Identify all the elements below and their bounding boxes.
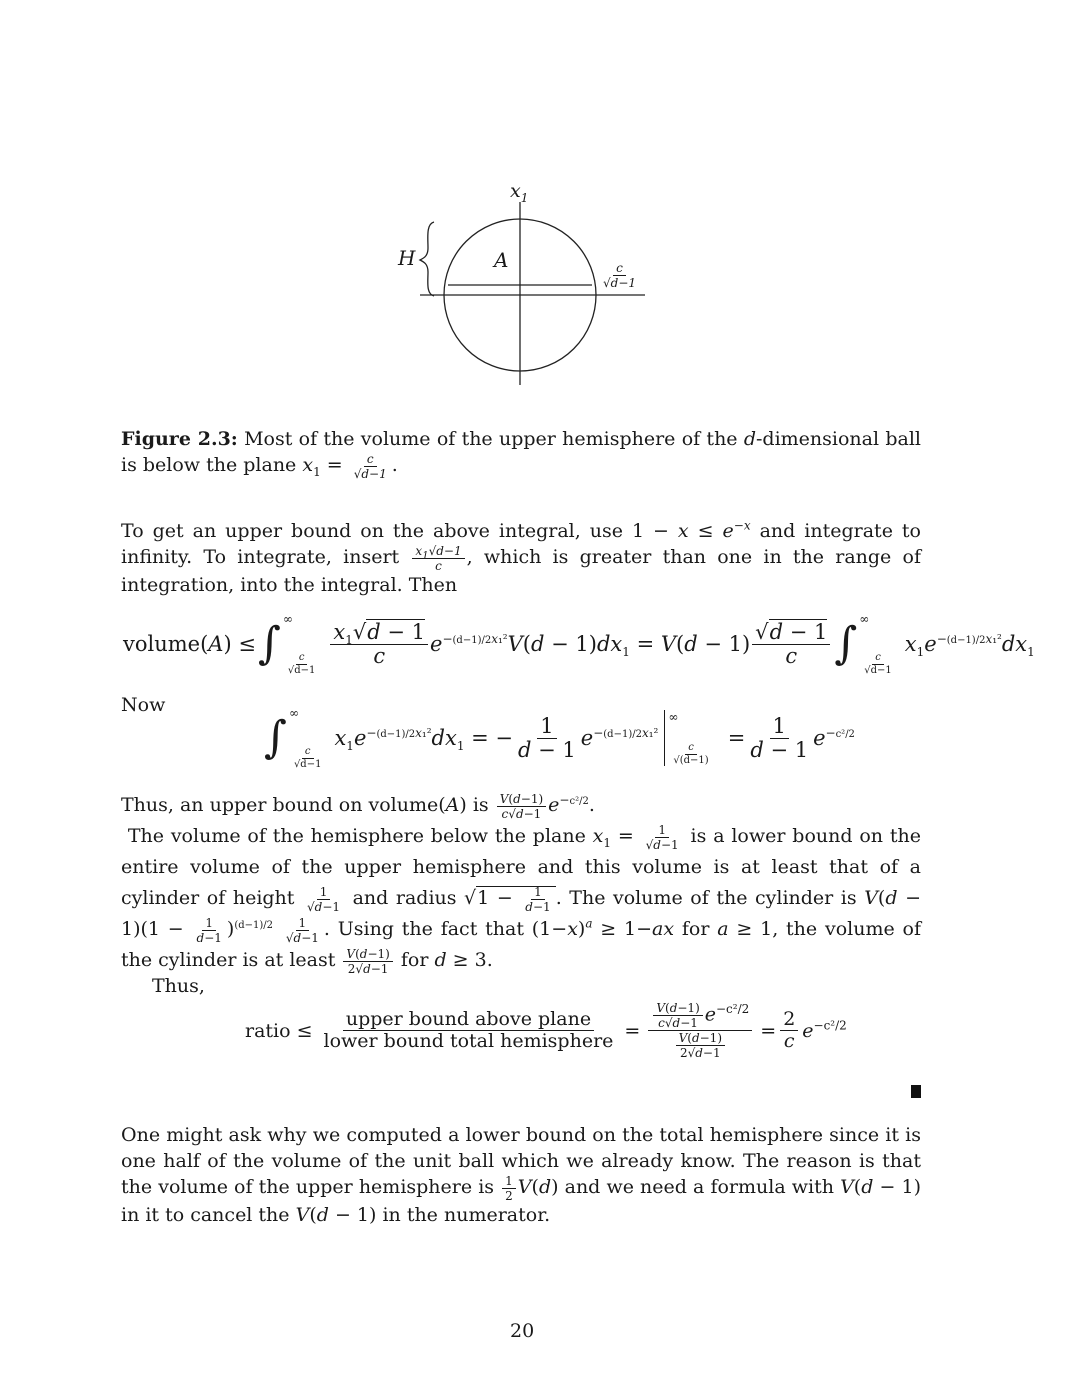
a-label: A bbox=[494, 248, 509, 272]
thus-label: Thus, bbox=[152, 975, 205, 997]
paragraph-why-lower-bound: One might ask why we computed a lower bound on the total hemisphere since it is one half of the volume of the unit ball which we already know. The reason is that the volume of the upper hemisphere is $\frac{1}{2}$ V(d) and we need a formula with V(d − 1) in it to cancel the V(d − 1) in the numerator. bbox=[121, 1124, 922, 1226]
equation-volume-bound: volume(A) ≤ ∫ ∞ $\frac{c}{√d-1}$ $\frac{x_1√d - 1}{c}$ $e^{-(d-1)/2x_1^2}V(d - 1)dx_1 = V(d - 1)$ $\frac{√d - 1}{c}$ ∫ ∞ $\frac{c}{√d-1}$ $x_1e^{-(d-1)/2x_1^2}dx_1$ bbox=[123, 612, 1035, 676]
equation-integral: ∫ ∞ $\frac{c}{√d-1}$ $x_1e^{-(d-1)/2x_1^2}dx_1$ = − $\frac{1}{d - 1}$ $e^{-(d-1)/2x_1^2}$ ∞ $\frac{c}{√(d-1)}$ = $\frac{1}{d - 1}$ $e^{-c^2/2}$ bbox=[264, 706, 855, 770]
qed-square bbox=[911, 1085, 921, 1098]
now-label: Now bbox=[121, 694, 166, 716]
page-number: 20 bbox=[510, 1320, 535, 1342]
caption-label: Figure 2.3: bbox=[121, 428, 238, 450]
paragraph-upper-bound: To get an upper bound on the above integral, use $1 - x \le e^{-x}$ and integrate to infinity. To integrate, insert $\frac{x_1√d-1}{c}$ , which is greater than one in the range of integration, into the integral. Then bbox=[121, 518, 921, 596]
figure-caption: Figure 2.3: Most of the volume of the upper hemisphere of the d-dimensional ball is below the plane $x_1$ = $\frac{c}{√d-1}$ . bbox=[121, 428, 921, 481]
h-brace bbox=[420, 222, 434, 296]
x1-axis-label: $x_1$ bbox=[510, 180, 529, 205]
equation-ratio: ratio ≤ $\frac{\text{upper bound above plane}}{\text{lower bound total hemisphere}}$ = $\frac{V(d-1)}{c√d-1}$ $e^{-c^2/2}$ $\frac{V(d-1)}{2√d-1}$ = $\frac{2}{c}$ $e^{-c^2/2}$ bbox=[245, 1001, 847, 1060]
paragraph-cylinder: Thus, an upper bound on volume(A) is $\frac{V(d-1)}{c√d-1}$ $e^{-c^2/2}$. The volume of the hemisphere below the plane $x_1$ = $\frac{1}{√d-1}$ is a lower bound on the entire volume of the upper hemisphere and this volume is at least that of a cylinder of height $\frac{1}{√d-1}$ and radius √1 − $\frac{1}{d-1}$ . The volume of the cylinder is V(d − 1)(1 − $\frac{1}{d-1}$ )$^{(d-1)/2}$ $\frac{1}{√d-1}$ . Using the fact that $(1-x)^a \ge 1-ax$ for a ≥ 1, the volume of the cylinder is at least $\frac{V(d-1)}{2√d-1}$ for d ≥ 3. bbox=[121, 791, 922, 976]
plane-label: $\frac{c}{√d-1}$ bbox=[603, 261, 637, 290]
h-label: H bbox=[398, 246, 416, 270]
